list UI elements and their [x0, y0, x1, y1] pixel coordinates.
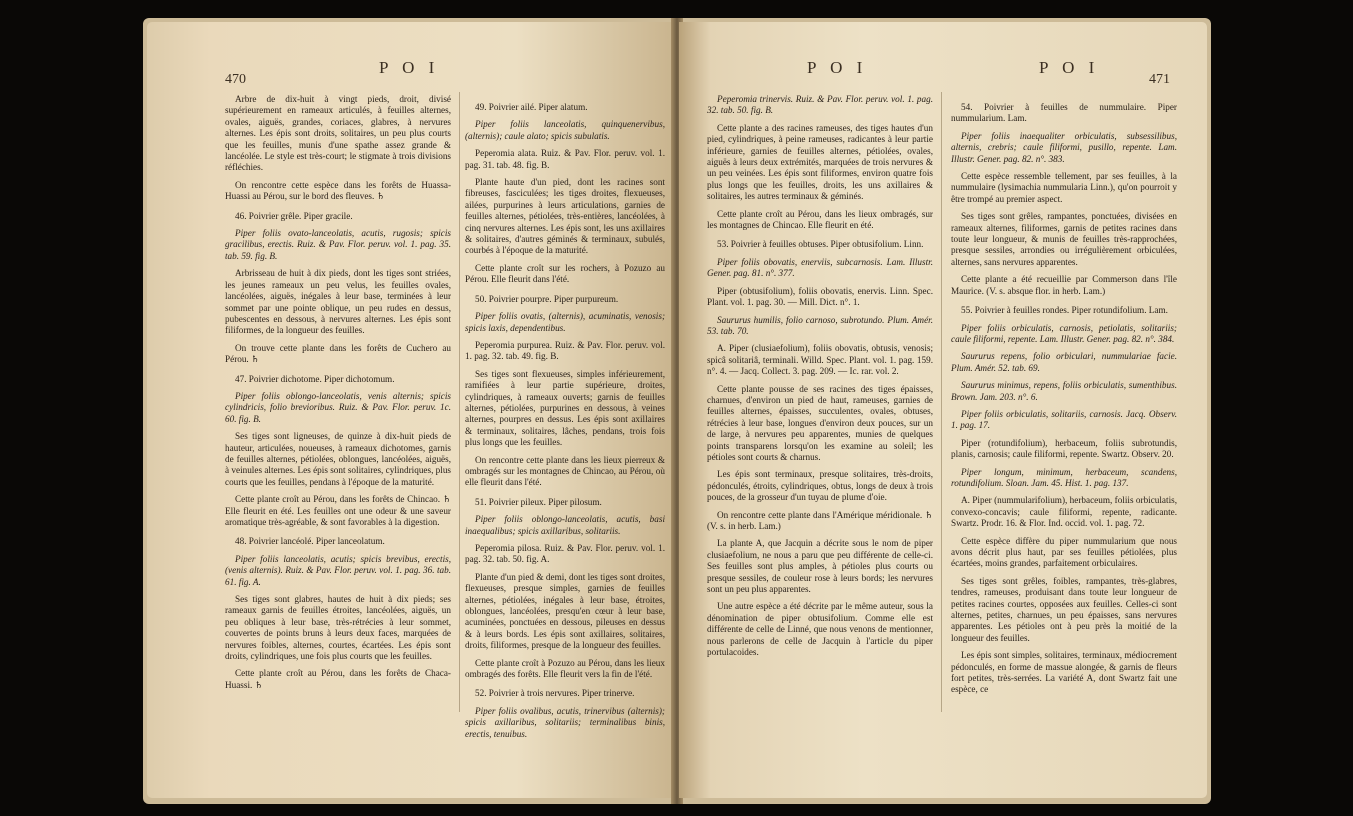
paragraph: Saururus minimus, repens, foliis orbiculatis, sumenthibus. Brown. Jam. 203. n°. 6.	[951, 380, 1177, 402]
paragraph: Piper foliis ovalibus, acutis, trinervibus (alternis); spicis axillaribus, solitariis; terminalibus binis, erectis, tenuibus.	[465, 705, 665, 739]
paragraph: Piper longum, minimum, herbaceum, scandens, rotundifolium. Sloan. Jam. 45. Hist. 1. pag. 137.	[951, 466, 1177, 488]
paragraph: On rencontre cette espèce dans les forêts de Huassa-Huassi au Pérou, sur le bord des fleuves. ♄	[225, 179, 451, 202]
paragraph: Cette plante a été recueillie par Commerson dans l'île Maurice. (V. s. absque flor. in herb. Lam.)	[951, 274, 1177, 296]
paragraph: Piper foliis obovatis, enerviis, subcarnosis. Lam. Illustr. Gener. pag. 81. n°. 377.	[707, 256, 933, 279]
paragraph: Piper foliis inaequaliter orbiculatis, subsessilibus, alternis, crebris; caule filiformi, pusillo, repente. Lam. Illustr. Gener. pag. 82. n°. 383.	[951, 130, 1177, 164]
paragraph: Les épis sont terminaux, presque solitaires, très-droits, pédonculés, étroits, cylindriques, obtus, longs de deux à trois pouces, de la grosseur d'un tuyau de plume d'oie.	[707, 469, 933, 503]
entry-heading: 55. Poivrier à feuilles rondes. Piper rotundifolium. Lam.	[961, 305, 1168, 316]
right-page-header: P O I	[807, 58, 868, 77]
paragraph: Piper foliis oblongo-lanceolatis, acutis, basi inaequalibus; spicis axillaribus, solitariis.	[465, 514, 665, 536]
paragraph: La plante A, que Jacquin a décrite sous le nom de piper clusiaefolium, ne nous a paru que peu différente de celle-ci. Ses feuilles sont plus amples, à pétioles plus courts ou presque sessiles, de couleur rose à leurs bords; les nervures sont un peu plus apparentes.	[707, 538, 933, 595]
entry-heading: 46. Poivrier grêle. Piper gracile.	[235, 210, 353, 221]
paragraph: A. Piper (clusiaefolium), foliis obovatis, obtusis, venosis; spicâ solitariâ, terminali. Willd. Spec. Plant. vol. 1. pag. 159. n°. 4. — Jacq. Collect. 3. pag. 209. — Ic. rar. vol. 2.	[707, 343, 933, 377]
paragraph: Piper foliis orbiculatis, solitariis, carnosis. Jacq. Observ. 1. pag. 17.	[951, 408, 1177, 431]
paragraph: Ses tiges sont grêles, foibles, rampantes, très-glabres, tendres, rameuses, produisant dans toute leur longueur de petites racines courtes, opposées aux feuilles. Celles-ci sont alternes, petites, charnues, un peu épaisses, sans nervures apparentes. Les pétioles ont à peu près la moitié de la longueur des feuilles.	[951, 575, 1177, 643]
paragraph: Ses tiges sont flexueuses, simples inférieurement, ramifiées à leur partie supérieure, droites, cylindriques, à rameaux ouverts; garnis de feuilles alternes, pétiolées, purpurines en dessous, à veines alternes, pourpres en dessus. Les épis sont axillaires & terminaux, solitaires, lâches, pendans, trois fois plus longs que les feuilles.	[465, 368, 665, 448]
paragraph: Piper foliis ovato-lanceolatis, acutis, rugosis; spicis gracilibus, erectis. Ruiz. & Pav. Flor. peruv. vol. 1. pag. 35. tab. 59. fig. B.	[225, 228, 451, 261]
paragraph: Une autre espèce a été décrite par le même auteur, sous la dénomination de piper obtusifolium. Comme elle est différente de celle de Linné, que nous venons de mentionner, nous parlerons de celle de Jacquin à l'article du piper portulacoides.	[707, 601, 933, 658]
paragraph: Peperomia trinervis. Ruiz. & Pav. Flor. peruv. vol. 1. pag. 32. tab. 50. fig. B.	[707, 94, 933, 116]
paragraph: Cette plante a des racines rameuses, des tiges hautes d'un pied, cylindriques, à peine rameuses, radicantes à leur partie inférieure, garnies de feuilles alternes, pétiolées, ovales, aiguës à leurs deux extrémités, marquées de trois nervures & un peu veinées. Les épis sont filiformes, environ quatre fois plus longs que les feuilles, droits, les uns axillaires & solitaires, les autres terminaux & géminés.	[707, 122, 933, 202]
right-column-2	[951, 94, 1177, 702]
paragraph: Cette espèce ressemble tellement, par ses feuilles, à la nummulaire (lysimachia nummularia Linn.), qu'on pourroit y être trompé au premier aspect.	[951, 171, 1177, 204]
paragraph: Piper (rotundifolium), herbaceum, foliis subrotundis, planis, carnosis; caule filiformi, repente. Swartz. Observ. 20.	[951, 437, 1177, 460]
paragraph: Plante haute d'un pied, dont les racines sont fibreuses, fasciculées; les tiges droites, flexueuses, ailées, purpurines à leurs articulations, garnies de feuilles alternes, pétiolées, très-entières, lancéolées, à cinq nervures alternes. Les épis sont, les uns axillaires & solitaires, d'autres géminés & terminaux, subulés, courbés à l'époque de la maturité.	[465, 177, 665, 256]
paragraph: Ses tiges sont glabres, hautes de huit à dix pieds; ses rameaux garnis de feuilles étroites, lancéolées, aiguës, un peu obliques à leur base, très-rétrécies à leur sommet, couvertes de points bruns à leurs deux faces, marquées de nervures foibles, alternes, courtes, écartées. Les épis sont droits, cylindriques, une fois plus courts que les feuilles.	[225, 594, 451, 662]
left-column-2	[465, 94, 665, 746]
paragraph: On trouve cette plante dans les forêts de Cuchero au Pérou. ♄	[225, 342, 451, 365]
paragraph: Cette plante croît à Pozuzo au Pérou, dans les lieux ombragés des forêts. Elle fleurit vers la fin de l'été.	[465, 657, 665, 680]
paragraph: Les épis sont simples, solitaires, terminaux, médiocrement pédonculés, en forme de massue alongée, & garnis de fleurs fort petites, très-serrées. La variété A, dont Swartz fait une espèce, ce	[951, 650, 1177, 695]
paragraph: Arbrisseau de huit à dix pieds, dont les tiges sont striées, les jeunes rameaux un peu velus, les feuilles ovales, lancéolées, aiguës, inégales à leur base, terminées à leur sommet par une pointe oblique, un peu rudes en dessus, pubescentes en dessous, à nervures alternes. Les épis sont filiformes, de la longueur des feuilles.	[225, 268, 451, 336]
column-rule-right	[941, 92, 942, 712]
paragraph: Piper (obtusifolium), foliis obovatis, enervis. Linn. Spec. Plant. vol. 1. pag. 30. — Mill. Dict. n°. 1.	[707, 285, 933, 308]
entry-heading: 51. Poivrier pileux. Piper pilosum.	[475, 496, 602, 507]
paragraph: Piper foliis orbiculatis, carnosis, petiolatis, solitariis; caule filiformi, repente. Lam. Illustr. Gener. pag. 82. n°. 384.	[951, 322, 1177, 344]
column-rule	[459, 92, 460, 712]
paragraph: Ses tiges sont grêles, rampantes, ponctuées, divisées en rameaux alternes, filiformes, garnis de petites racines dans toute leur longueur, & munis de feuilles très-rapprochées, presque sessiles, arrondies ou irrégulièrement orbiculées, alternes, sans nervures apparentes.	[951, 211, 1177, 267]
paragraph: Plante d'un pied & demi, dont les tiges sont droites, flexueuses, presque simples, garnies de feuilles alternes, pétiolées, inégales à leur base, étroites, oblongues, lancéolées, presqu'en cœur à leur base, acuminées, ponctuées en dessous, pileuses en dessus & à leurs bords. Les épis sont axillaires, solitaires, droits, filiformes, presque de la longueur des feuilles.	[465, 571, 665, 651]
paragraph: Cette plante croît au Pérou, dans les forêts de Chincao. ♄ Elle fleurit en été. Les feuilles ont une odeur & une saveur aromatique très-agréable, & sont favorables à la digestion.	[225, 494, 451, 527]
paragraph: Saururus repens, folio orbiculari, nummulariae facie. Plum. Amér. 52. tab. 69.	[951, 351, 1177, 373]
paragraph: Cette espèce diffère du piper nummularium que nous avons décrit plus haut, par ses feuilles pétiolées, plus écartées, moins grandes, parfaitement orbiculaires.	[951, 535, 1177, 569]
paragraph: Peperomia purpurea. Ruiz. & Pav. Flor. peruv. vol. 1. pag. 32. tab. 49. fig. B.	[465, 339, 665, 362]
paragraph: On rencontre cette plante dans l'Amérique méridionale. ♄ (V. s. in herb. Lam.)	[707, 509, 933, 531]
left-column-1	[225, 94, 451, 697]
paragraph: Cette plante croît sur les rochers, à Pozuzo au Pérou. Elle fleurit dans l'été.	[465, 262, 665, 285]
right-page-number: 471	[1149, 72, 1170, 87]
paragraph: Cette plante pousse de ses racines des tiges épaisses, charnues, d'environ un pied de haut, rameuses, garnies de feuilles alternes, épaisses, succulentes, ovales, obtuses, rétrécies à leur base, longues d'environ deux pouces, sur un de large, à nervures peu apparentes, munies de quelques points transparens lorsqu'on les examine au soleil; les pétioles sont courts & charnus.	[707, 383, 933, 462]
paragraph: Piper foliis lanceolatis, acutis; spicis brevibus, erectis, (venis alternis). Ruiz. & Pav. Flor. peruv. vol. 1. pag. 36. tab. 61. fig. A.	[225, 553, 451, 587]
entry-heading: 47. Poivrier dichotome. Piper dichotomum.	[235, 373, 395, 384]
paragraph: Cette plante croît au Pérou, dans les forêts de Chaca-Huassi. ♄	[225, 668, 451, 690]
paragraph: Arbre de dix-huit à vingt pieds, droit, divisé supérieurement en rameaux articulés, à feuilles alternes, ovales, aiguës, grandes, coriaces, glabres, à nervures alternes. Les épis sont droits, solitaires, un peu plus courts que les feuilles, munis d'une spathe assez grande & lancéolée. Le style est très-court; le stigmate à trois divisions réfléchies.	[225, 94, 451, 173]
paragraph: On rencontre cette plante dans les lieux pierreux & ombragés sur les montagnes de Chincao, au Pérou, où elle fleurit dans l'été.	[465, 454, 665, 488]
paragraph: A. Piper (nummularifolium), herbaceum, foliis orbiculatis, convexo-concavis; caule filiformi, repente, radicante. Swartz. Prodr. 16. & Flor. Ind. occid. vol. 1. pag. 72.	[951, 495, 1177, 529]
right-page	[679, 22, 1207, 798]
entry-heading: 50. Poivrier pourpre. Piper purpureum.	[475, 293, 619, 304]
left-page	[147, 22, 675, 798]
paragraph: Peperomia pilosa. Ruiz. & Pav. Flor. peruv. vol. 1. pag. 32. tab. 50. fig. A.	[465, 543, 665, 565]
paragraph: Piper foliis ovatis, (alternis), acuminatis, venosis; spicis laxis, dependentibus.	[465, 311, 665, 333]
paragraph: Ses tiges sont ligneuses, de quinze à dix-huit pieds de hauteur, articulées, noueuses, à rameaux dichotomes, garnis de feuilles alternes, pétiolées, oblongues, lancéolées, aiguës, à veinules alternes. Les épis sont solitaires, cylindriques, plus courts que les feuilles, pendans à l'époque de la maturité.	[225, 431, 451, 487]
left-page-number: 470	[225, 72, 246, 87]
paragraph: Saururus humilis, folio carnoso, subrotundo. Plum. Amér. 53. tab. 70.	[707, 314, 933, 336]
left-page-header: P O I	[379, 58, 440, 77]
entry-heading: 53. Poivrier à feuilles obtuses. Piper obtusifolium. Linn.	[717, 239, 924, 250]
paragraph: Peperomia alata. Ruiz. & Pav. Flor. peruv. vol. 1. pag. 31. tab. 48. fig. B.	[465, 148, 665, 170]
open-book	[143, 18, 1211, 804]
entry-heading: 54. Poivrier à feuilles de nummulaire. Piper nummularium. Lam.	[951, 102, 1177, 124]
entry-heading: 48. Poivrier lancéolé. Piper lanceolatum.	[235, 536, 385, 547]
paragraph: Piper foliis lanceolatis, quinquenervibus, (alternis); caule alato; spicis subulatis.	[465, 119, 665, 141]
right-column-1	[707, 94, 933, 664]
paragraph: Cette plante croît au Pérou, dans les lieux ombragés, sur les montagnes de Chincao. Elle fleurit en été.	[707, 208, 933, 231]
entry-heading: 49. Poivrier ailé. Piper alatum.	[475, 102, 588, 112]
paragraph: Piper foliis oblongo-lanceolatis, venis alternis; spicis cylindricis, folio brevioribus. Ruiz. & Pav. Flor. peruv. 1c. 60. fig. B.	[225, 390, 451, 424]
entry-heading: 52. Poivrier à trois nervures. Piper trinerve.	[475, 688, 635, 699]
right-page-header-2: P O I	[1039, 58, 1100, 77]
